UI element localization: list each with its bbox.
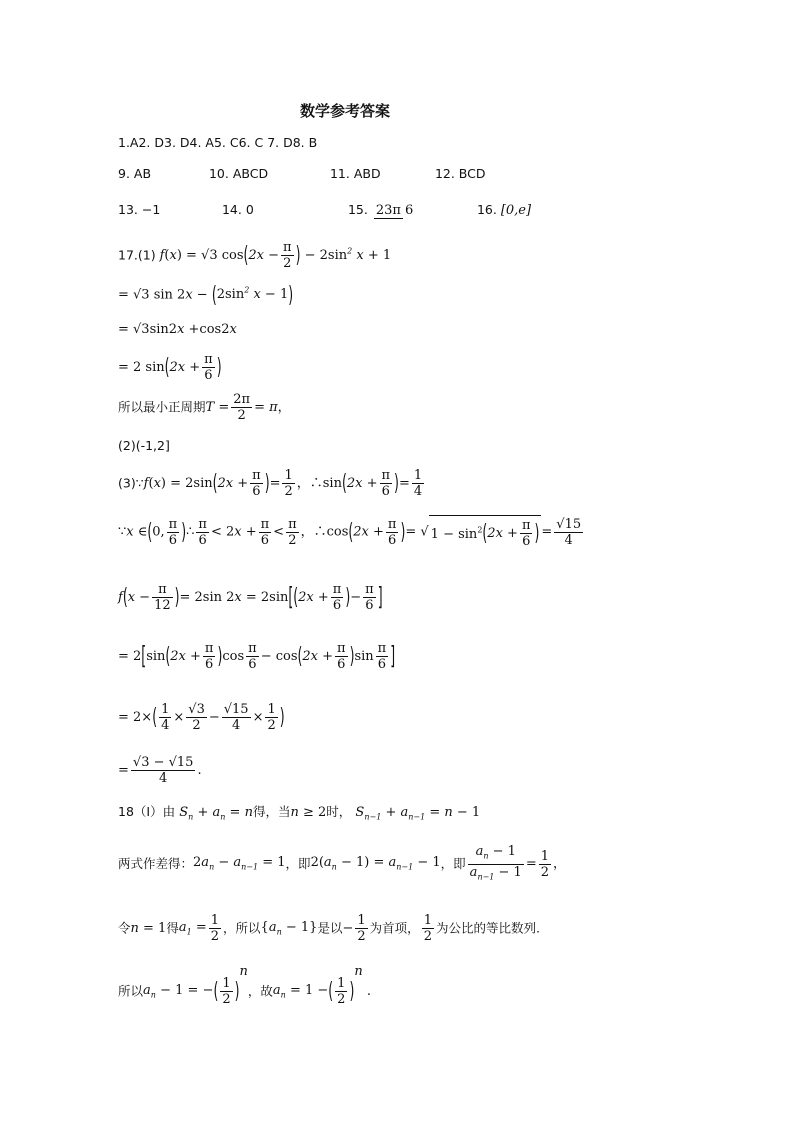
q17-step4: = 2 sin(2x + $\frac{\pi}{6}$ ) [118, 352, 222, 383]
q17-part3-line3: f(x − $\frac{\pi}{12}$ )= 2sin 2x = 2sin[(2x + $\frac{\pi}{6}$ )− $\frac{\pi}{6}$ ] [118, 581, 383, 613]
q17-step2: = √3 $\sin 2x - (2\sin^2$ x − 1) [118, 279, 294, 307]
q18-line4: 所以$a_n - 1$ = −( $\frac{1}{2}$ )$^n$，故$a_n = 1$ −( $\frac{1}{2}$ )$^n$ . [118, 964, 371, 1007]
answer-15: 15. 23π 6 [347, 202, 414, 218]
answers-1-8: 1.A2. D3. D4. A5. C6. C 7. D8. B [118, 135, 318, 150]
q17-part2: (2)(-1,2] [118, 438, 170, 453]
answers-9-12 [118, 168, 486, 181]
q17-part3-line4: = 2[sin(2x + $\frac{\pi}{6}$ )cos $\frac{\pi}{6}$ − cos(2x + $\frac{\pi}{6}$ )sin $\frac{\pi}{6}$ ] [118, 640, 396, 672]
q18-line2: 两式作差得：$2a_n - a_{n-1} = 1$，即$2(a_n - 1) = a_{n-1} - 1$，即 $\frac{a_n - 1}{a_{n-1} - 1}$ = $\frac{1}{2}$ ， [118, 844, 567, 882]
answer-13: 13. −1 [118, 202, 161, 217]
q17-part3-line5: = 2×( $\frac{1}{4}$ × $\frac{√3}{2}$ − $\frac{√15}{4}$ × $\frac{1}{2}$ ) [118, 702, 285, 733]
q17-part3-line2: ∵x ∈(0, $\frac{\pi}{6}$ )∴ $\frac{\pi}{6}$ < 2x + $\frac{\pi}{6}$ < $\frac{\pi}{2}$ ，∴cos(2x + $\frac{\pi}{6}$ )= √ $1 - \sin^2(2x$ + $\frac{\pi}{6}$ ) = $\frac{√15}{4}$ [118, 516, 582, 549]
q18-line1: 18（Ⅰ）由 $S_n + a_n = n$得，当n ≥ 2时， $S_{n-1} + a_{n-1} = n - 1$ [118, 804, 481, 822]
q17-part3-result: = $\frac{√3 - √15}{4}$ . [118, 755, 202, 786]
answer-12: 12. BCD [434, 166, 486, 181]
q17-part1-line1: 17.(1) f(x) = √3 cos(2x − $\frac{\pi}{2}$ ) − $2\sin^2$ x + 1 [118, 240, 392, 271]
answer-10: 10. ABCD [208, 166, 269, 181]
answer-11: 11. ABD [329, 166, 381, 181]
q17-period: 所以最小正周期T = $\frac{2\pi}{2}$ = π， [118, 392, 291, 423]
q17-part3-line1: (3)∵f(x) = 2sin(2x + $\frac{\pi}{6}$ )= $\frac{1}{2}$ ，∴sin(2x + $\frac{\pi}{6}$ )= $\frac{1}{4}$ [118, 468, 423, 499]
answers-13-16 [118, 196, 531, 219]
page-title: 数学参考答案 [299, 102, 390, 120]
answer-14: 14. 0 [221, 202, 254, 217]
q18-line3: 令n = 1得$a_1$ = $\frac{1}{2}$ ，所以$\{a_n - 1\}$是以− $\frac{1}{2}$ 为首项， $\frac{1}{2}$ 为公比的等比数列. [118, 913, 540, 944]
answer-16: 16. [0,e] [476, 202, 532, 218]
answer-9: 9. AB [118, 166, 152, 181]
q17-step3: = √3sin2x +cos2x [118, 322, 237, 337]
